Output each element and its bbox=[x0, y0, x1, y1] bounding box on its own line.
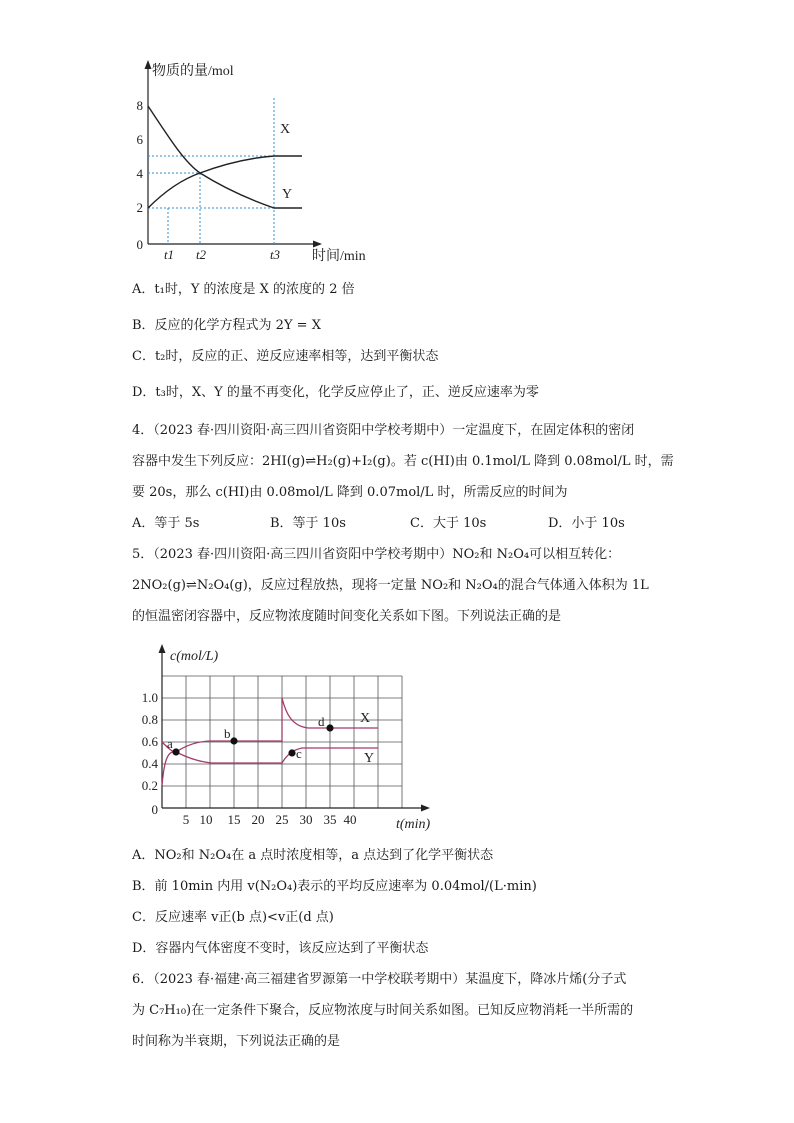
x-tick-40: 40 bbox=[343, 812, 357, 827]
q6-stem-line-3: 时间称为半衰期，下列说法正确的是 bbox=[132, 1034, 341, 1049]
q6-stem-line-2: 为 C₇H₁₀)在一定条件下聚合，反应物浓度与时间关系如图。已知反应物消耗一半所需的 bbox=[132, 1003, 634, 1018]
x-tick-15: 15 bbox=[227, 812, 241, 827]
q4-stem-line-3: 要 20s，那么 c(HI)由 0.08mol/L 降到 0.07mol/L 时，所需反应的时间为 bbox=[132, 485, 568, 500]
y-tick-1.0: 1.0 bbox=[141, 690, 158, 705]
x-tick-t3: t3 bbox=[269, 247, 281, 262]
x-axis-arrow bbox=[421, 805, 430, 812]
point-label-a: a bbox=[167, 736, 173, 751]
q4-option-a: A．等于 5s bbox=[132, 516, 200, 531]
x-tick-30: 30 bbox=[299, 812, 313, 827]
x-axis-arrow bbox=[313, 241, 322, 248]
series-label-x: X bbox=[360, 711, 371, 726]
q5-stem-line-3: 的恒温密闭容器中，反应物浓度随时间变化关系如下图。下列说法正确的是 bbox=[132, 609, 562, 624]
x-axis-label: t(min) bbox=[396, 817, 431, 832]
y-tick-8: 8 bbox=[136, 98, 143, 113]
series-label-y: Y bbox=[364, 751, 375, 766]
point-label-c: c bbox=[296, 746, 302, 761]
y-axis-label: 物质的量/mol bbox=[152, 64, 234, 79]
q5-option-b: B．前 10min 内用 v(N₂O₄)表示的平均反应速率为 0.04mol/(L·min) bbox=[132, 879, 537, 894]
x-axis-label: 时间/min bbox=[312, 249, 366, 264]
y-tick-0: 0 bbox=[151, 802, 158, 817]
point-d bbox=[326, 724, 333, 731]
y-tick-0.2: 0.2 bbox=[141, 778, 158, 793]
series-label-y: Y bbox=[282, 187, 293, 202]
y-tick-0.6: 0.6 bbox=[141, 734, 158, 749]
y-tick-0: 0 bbox=[136, 237, 143, 252]
curve-x bbox=[148, 106, 302, 208]
point-label-d: d bbox=[318, 714, 325, 729]
point-b bbox=[230, 737, 237, 744]
q5-option-c: C．反应速率 v正(b 点)<v正(d 点) bbox=[132, 910, 334, 925]
chart-concentration-vs-time bbox=[128, 640, 448, 832]
y-tick-6: 6 bbox=[136, 132, 143, 147]
q3-option-c: C．t₂时，反应的正、逆反应速率相等，达到平衡状态 bbox=[132, 349, 439, 364]
y-tick-0.8: 0.8 bbox=[141, 712, 158, 727]
chart-amount-vs-time bbox=[128, 58, 388, 268]
q5-option-d: D．容器内气体密度不变时，该反应达到了平衡状态 bbox=[132, 941, 429, 956]
x-tick-20: 20 bbox=[251, 812, 265, 827]
q4-option-b: B．等于 10s bbox=[270, 516, 346, 531]
q4-stem-line-2: 容器中发生下列反应：2HI(g)⇌H₂(g)+I₂(g)。若 c(HI)由 0.1mol/L 降到 0.08mol/L 时，需 bbox=[132, 454, 674, 469]
q4-option-d: D．小于 10s bbox=[548, 516, 625, 531]
point-c bbox=[288, 749, 295, 756]
y-axis-arrow bbox=[145, 60, 152, 69]
x-tick-t2: t2 bbox=[195, 247, 207, 262]
q4-option-c: C．大于 10s bbox=[410, 516, 487, 531]
x-tick-25: 25 bbox=[275, 812, 289, 827]
q4-stem-line-1: 4．（2023 春·四川资阳·高三四川省资阳中学校考期中）一定温度下，在固定体积的密闭 bbox=[132, 423, 635, 438]
curve-y bbox=[148, 156, 302, 208]
point-a bbox=[172, 748, 179, 755]
q3-option-d: D．t₃时，X、Y 的量不再变化，化学反应停止了，正、逆反应速率为零 bbox=[132, 385, 539, 400]
guide-lines bbox=[148, 98, 298, 244]
point-label-b: b bbox=[224, 726, 231, 741]
y-axis-label: c(mol/L) bbox=[170, 649, 219, 664]
q3-option-b: B．反应的化学方程式为 2Y = X bbox=[132, 318, 321, 333]
x-tick-35: 35 bbox=[323, 812, 337, 827]
q5-stem-line-1: 5．（2023 春·四川资阳·高三四川省资阳中学校考期中）NO₂和 N₂O₄可以相互转化： bbox=[132, 547, 621, 562]
x-tick-5: 5 bbox=[182, 812, 190, 827]
y-tick-4: 4 bbox=[136, 166, 143, 181]
q5-option-a: A．NO₂和 N₂O₄在 a 点时浓度相等，a 点达到了化学平衡状态 bbox=[132, 848, 494, 863]
x-tick-10: 10 bbox=[199, 812, 213, 827]
curve-y bbox=[162, 742, 378, 763]
q5-stem-line-2: 2NO₂(g)⇌N₂O₄(g)，反应过程放热，现将一定量 NO₂和 N₂O₄的混合气体通入体积为 1L bbox=[132, 578, 649, 593]
y-axis-arrow bbox=[159, 644, 166, 653]
q6-stem-line-1: 6．（2023 春·福建·高三福建省罗源第一中学校联考期中）某温度下，降冰片烯(分子式 bbox=[132, 972, 627, 987]
q3-option-a: A．t₁时，Y 的浓度是 X 的浓度的 2 倍 bbox=[132, 282, 355, 297]
y-tick-0.4: 0.4 bbox=[141, 756, 158, 771]
x-tick-t1: t1 bbox=[163, 247, 175, 262]
series-label-x: X bbox=[280, 122, 291, 137]
y-tick-2: 2 bbox=[136, 200, 143, 215]
